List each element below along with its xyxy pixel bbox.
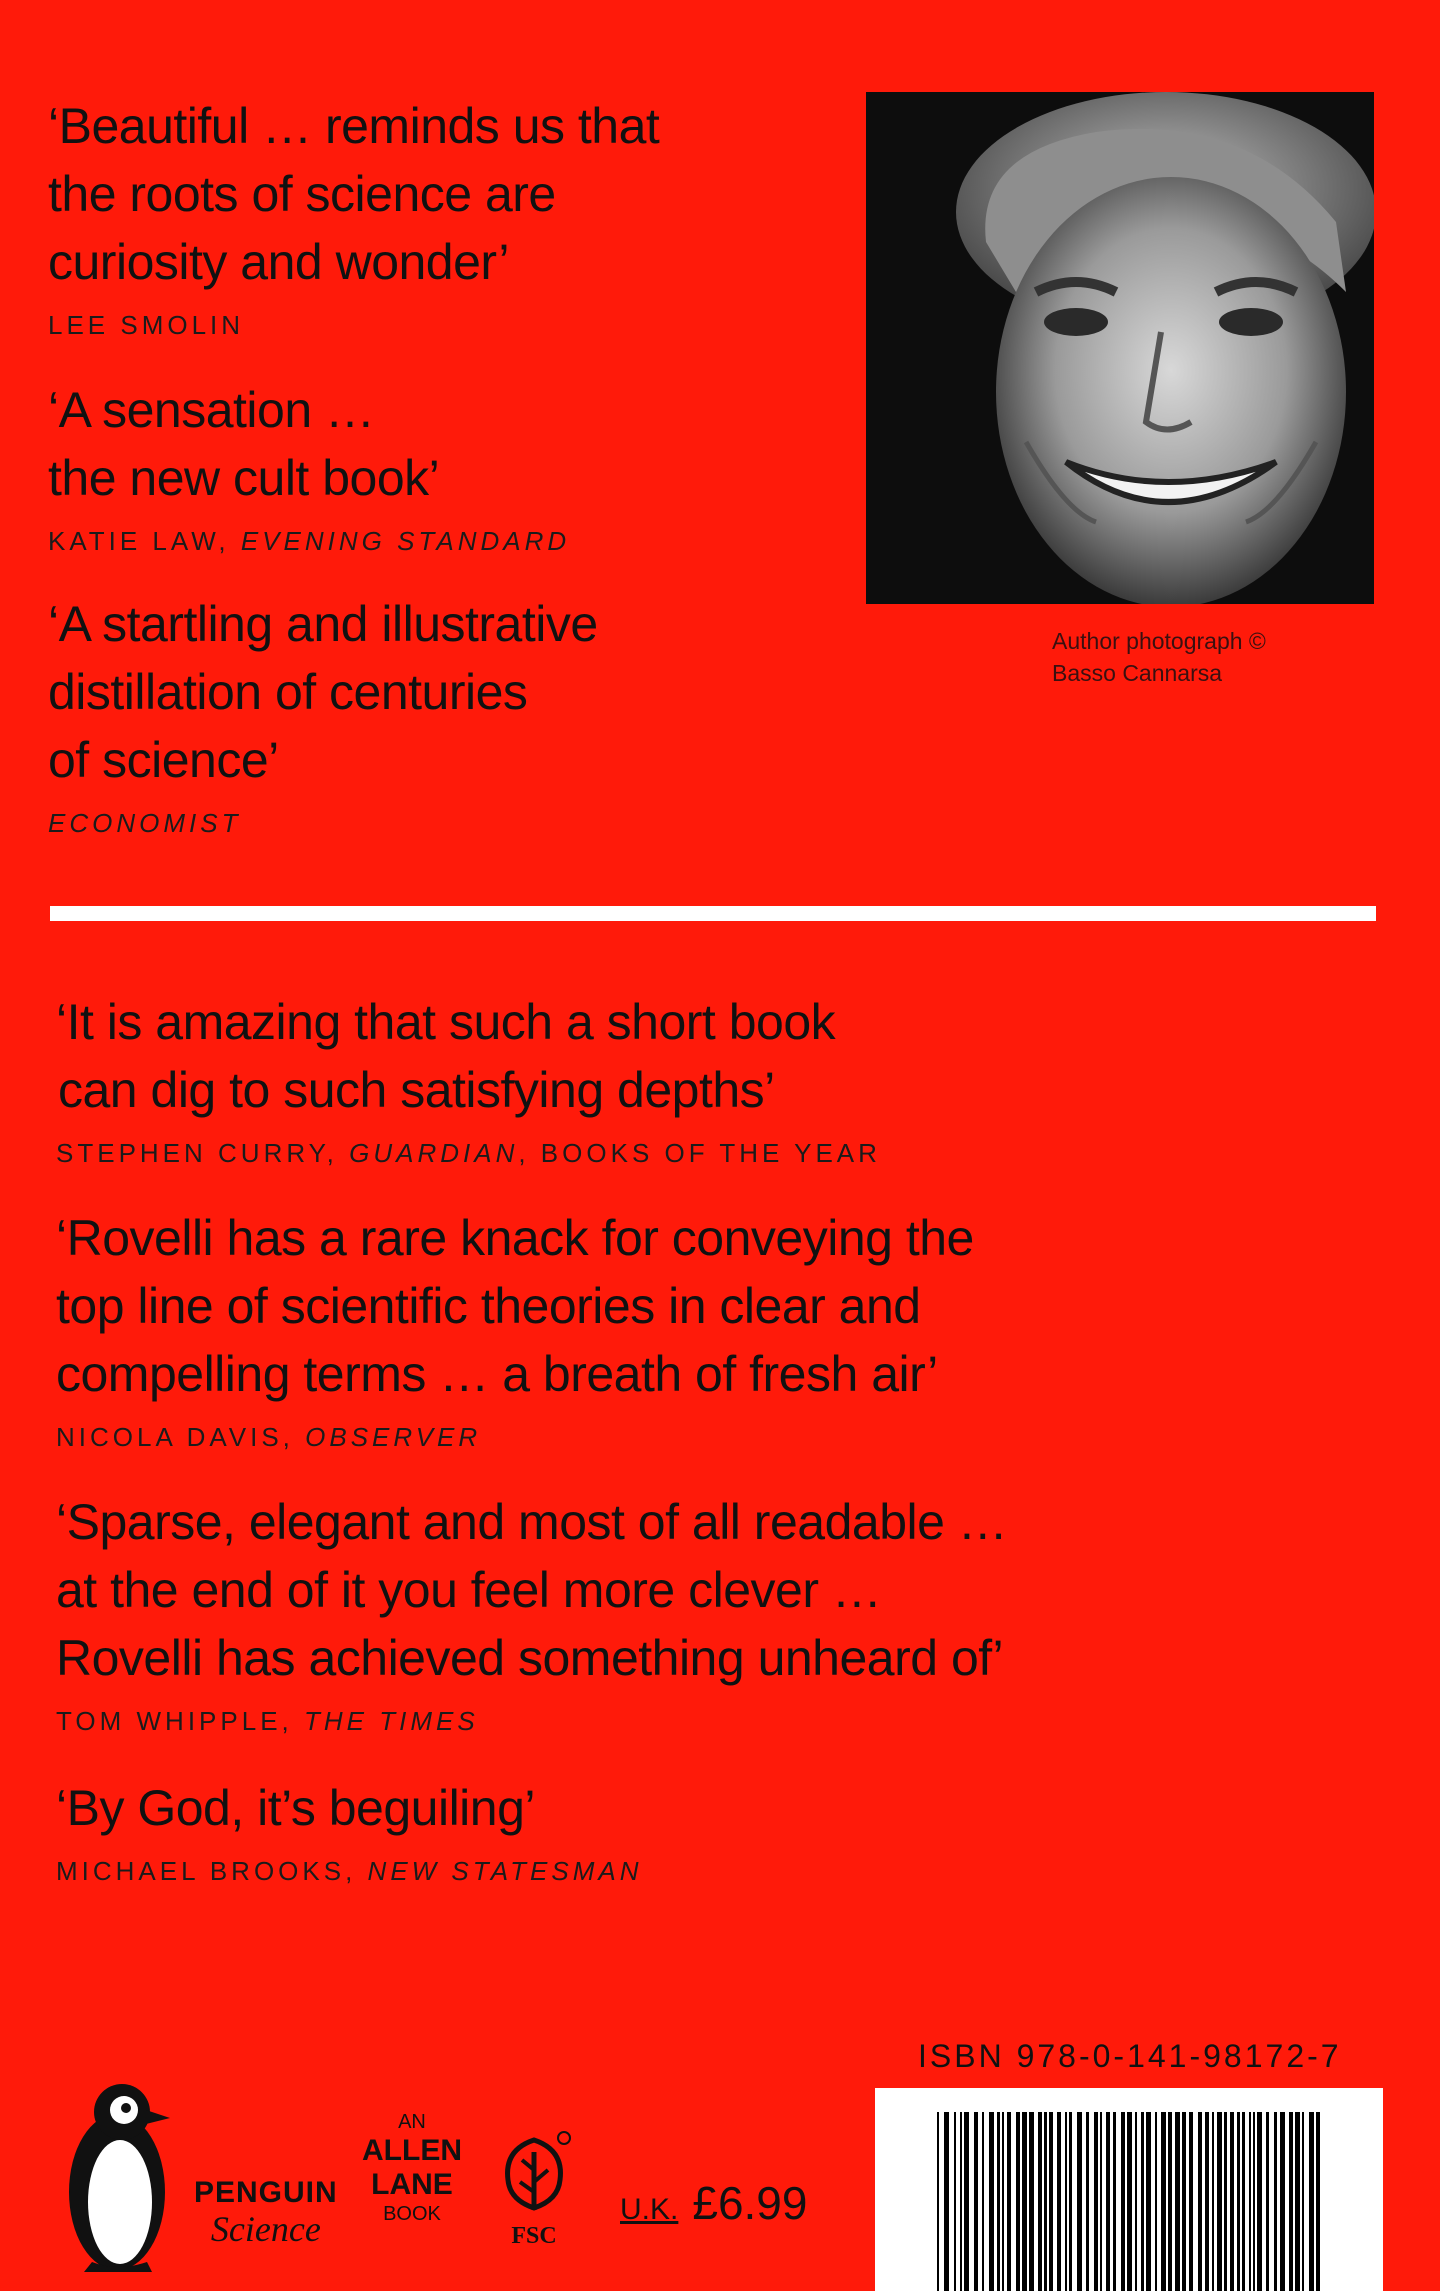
barcode-bar — [997, 2112, 1000, 2291]
barcode-bar — [1224, 2112, 1227, 2291]
barcode-bar — [1127, 2112, 1132, 2291]
quote-katie-law — [48, 376, 570, 557]
barcode-bar — [944, 2112, 949, 2291]
barcode-bar — [1189, 2112, 1193, 2291]
attribution-source: ECONOMIST — [48, 808, 242, 838]
barcode-bar — [1295, 2112, 1300, 2291]
quote-text — [48, 376, 570, 512]
barcode-bar — [1280, 2112, 1285, 2291]
barcode-bar — [974, 2112, 978, 2291]
barcode-bar — [1230, 2112, 1234, 2291]
attribution-source: THE TIMES — [304, 1706, 479, 1736]
barcode-bar — [964, 2112, 969, 2291]
section-divider — [50, 906, 1376, 921]
barcode-bar — [937, 2112, 939, 2291]
fsc-label: FSC — [511, 2223, 557, 2249]
barcode-bar — [1205, 2112, 1209, 2291]
quote-text — [48, 92, 659, 296]
barcode-bar — [1094, 2112, 1098, 2291]
barcode-bar — [989, 2112, 994, 2291]
quote-nicola-davis — [56, 1204, 974, 1453]
quote-line: distillation of centuries — [48, 664, 528, 720]
quote-line: ‘Beautiful … reminds us that — [48, 98, 660, 154]
barcode-bar — [1002, 2112, 1004, 2291]
quote-line: at the end of it you feel more clever … — [56, 1562, 882, 1618]
barcode-bar — [954, 2112, 956, 2291]
allen-book-label: BOOK — [383, 2203, 441, 2225]
barcode-bar — [1135, 2112, 1137, 2291]
photo-credit-line: Basso Cannarsa — [1052, 660, 1223, 686]
penguin-science-brand — [194, 2176, 338, 2248]
barcode-bar — [1274, 2112, 1277, 2291]
barcode-bar — [1049, 2112, 1053, 2291]
barcode-bar — [1266, 2112, 1269, 2291]
barcode-bar — [1316, 2112, 1320, 2291]
barcode-bar — [1007, 2112, 1011, 2291]
barcode-bar — [1077, 2112, 1082, 2291]
barcode-bar — [1121, 2112, 1125, 2291]
penguin-logo-icon — [62, 2072, 172, 2272]
quote-line: curiosity and wonder’ — [48, 234, 510, 290]
brand-penguin-label: PENGUIN — [194, 2176, 338, 2209]
quote-line: ‘Rovelli has a rare knack for conveying the — [56, 1210, 974, 1266]
barcode-bar — [1217, 2112, 1222, 2291]
barcode-bars — [937, 2112, 1321, 2291]
quote-text — [56, 988, 881, 1124]
quote-line: ‘By God, it’s beguiling’ — [56, 1780, 536, 1836]
quote-text — [56, 1488, 1007, 1692]
quote-attribution — [48, 526, 570, 557]
quote-line: ‘A sensation … — [48, 382, 375, 438]
photo-credit — [1052, 625, 1312, 689]
price-amount: £6.99 — [692, 2177, 808, 2229]
quote-line: can dig to such satisfying depths’ — [58, 1062, 775, 1118]
barcode-bar — [1175, 2112, 1180, 2291]
quote-economist — [48, 590, 598, 839]
quote-line: Rovelli has achieved something unheard of’ — [56, 1630, 1004, 1686]
price — [620, 2176, 807, 2230]
quote-attribution — [48, 808, 598, 839]
quote-line: top line of scientific theories in clear and — [56, 1278, 921, 1334]
author-photo — [866, 92, 1374, 604]
attribution-author: MICHAEL BROOKS, — [56, 1856, 368, 1886]
barcode-bar — [1044, 2112, 1047, 2291]
quote-attribution — [56, 1422, 974, 1453]
barcode-bar — [1289, 2112, 1293, 2291]
barcode-bar — [1113, 2112, 1116, 2291]
quote-line: the roots of science are — [48, 166, 556, 222]
barcode-bar — [1141, 2112, 1144, 2291]
quote-attribution — [56, 1706, 1007, 1737]
quote-michael-brooks — [56, 1774, 642, 1887]
price-region: U.K. — [620, 2193, 679, 2226]
barcode-bar — [1106, 2112, 1110, 2291]
quote-line: ‘A startling and illustrative — [48, 596, 598, 652]
quote-lee-smolin — [48, 92, 659, 341]
quote-attribution — [56, 1138, 881, 1169]
barcode-bar — [1253, 2112, 1255, 2291]
barcode — [875, 2088, 1383, 2291]
barcode-bar — [1086, 2112, 1089, 2291]
barcode-bar — [1309, 2112, 1314, 2291]
author-portrait-image — [866, 92, 1374, 604]
photo-credit-line: Author photograph © — [1052, 628, 1266, 654]
quote-tom-whipple — [56, 1488, 1007, 1737]
barcode-bar — [1257, 2112, 1262, 2291]
barcode-bar — [1249, 2112, 1251, 2291]
barcode-bar — [1168, 2112, 1172, 2291]
quote-attribution — [48, 310, 659, 341]
barcode-bar — [1212, 2112, 1214, 2291]
quote-stephen-curry — [56, 988, 881, 1169]
attribution-source: EVENING STANDARD — [240, 526, 571, 556]
fsc-tree-icon — [494, 2130, 574, 2220]
allen-lane-label: LANE — [371, 2168, 453, 2201]
barcode-bar — [1155, 2112, 1157, 2291]
attribution-author: LEE SMOLIN — [48, 310, 245, 340]
barcode-bar — [1069, 2112, 1072, 2291]
quote-text — [56, 1204, 974, 1408]
quote-line: ‘Sparse, elegant and most of all readable … — [56, 1494, 1008, 1550]
barcode-bar — [1057, 2112, 1061, 2291]
brand-science-label: Science — [210, 2209, 321, 2249]
barcode-bar — [1100, 2112, 1102, 2291]
barcode-bar — [1065, 2112, 1067, 2291]
isbn-label: ISBN 978-0-141-98172-7 — [918, 2038, 1342, 2074]
quote-line: compelling terms … a breath of fresh air’ — [56, 1346, 938, 1402]
attribution-author: TOM WHIPPLE, — [56, 1706, 304, 1736]
fsc-logo — [494, 2130, 574, 2250]
barcode-bar — [1029, 2112, 1034, 2291]
barcode-bar — [1161, 2112, 1166, 2291]
attribution-suffix: , BOOKS OF THE YEAR — [518, 1138, 881, 1168]
quote-line: of science’ — [48, 732, 279, 788]
attribution-source: GUARDIAN — [349, 1138, 519, 1168]
quote-text — [48, 590, 598, 794]
barcode-bar — [1242, 2112, 1245, 2291]
allen-lane-logo — [362, 2110, 462, 2226]
barcode-bar — [1237, 2112, 1240, 2291]
barcode-bar — [1182, 2112, 1186, 2291]
barcode-bar — [1022, 2112, 1027, 2291]
attribution-author: KATIE LAW, — [48, 526, 241, 556]
quote-attribution — [56, 1856, 642, 1887]
quote-line: ‘It is amazing that such a short book — [56, 994, 836, 1050]
barcode-bar — [1016, 2112, 1020, 2291]
barcode-bar — [1146, 2112, 1151, 2291]
quote-text — [56, 1774, 642, 1842]
attribution-source: OBSERVER — [305, 1422, 482, 1452]
barcode-bar — [960, 2112, 962, 2291]
barcode-bar — [1198, 2112, 1202, 2291]
quote-line: the new cult book’ — [48, 450, 440, 506]
allen-an-label: AN — [398, 2111, 426, 2133]
attribution-author: NICOLA DAVIS, — [56, 1422, 306, 1452]
barcode-bar — [982, 2112, 984, 2291]
barcode-bar — [1302, 2112, 1304, 2291]
attribution-source: NEW STATESMAN — [367, 1856, 643, 1886]
barcode-bar — [1038, 2112, 1042, 2291]
allen-allen-label: ALLEN — [362, 2134, 462, 2167]
attribution-author: STEPHEN CURRY, — [56, 1138, 350, 1168]
